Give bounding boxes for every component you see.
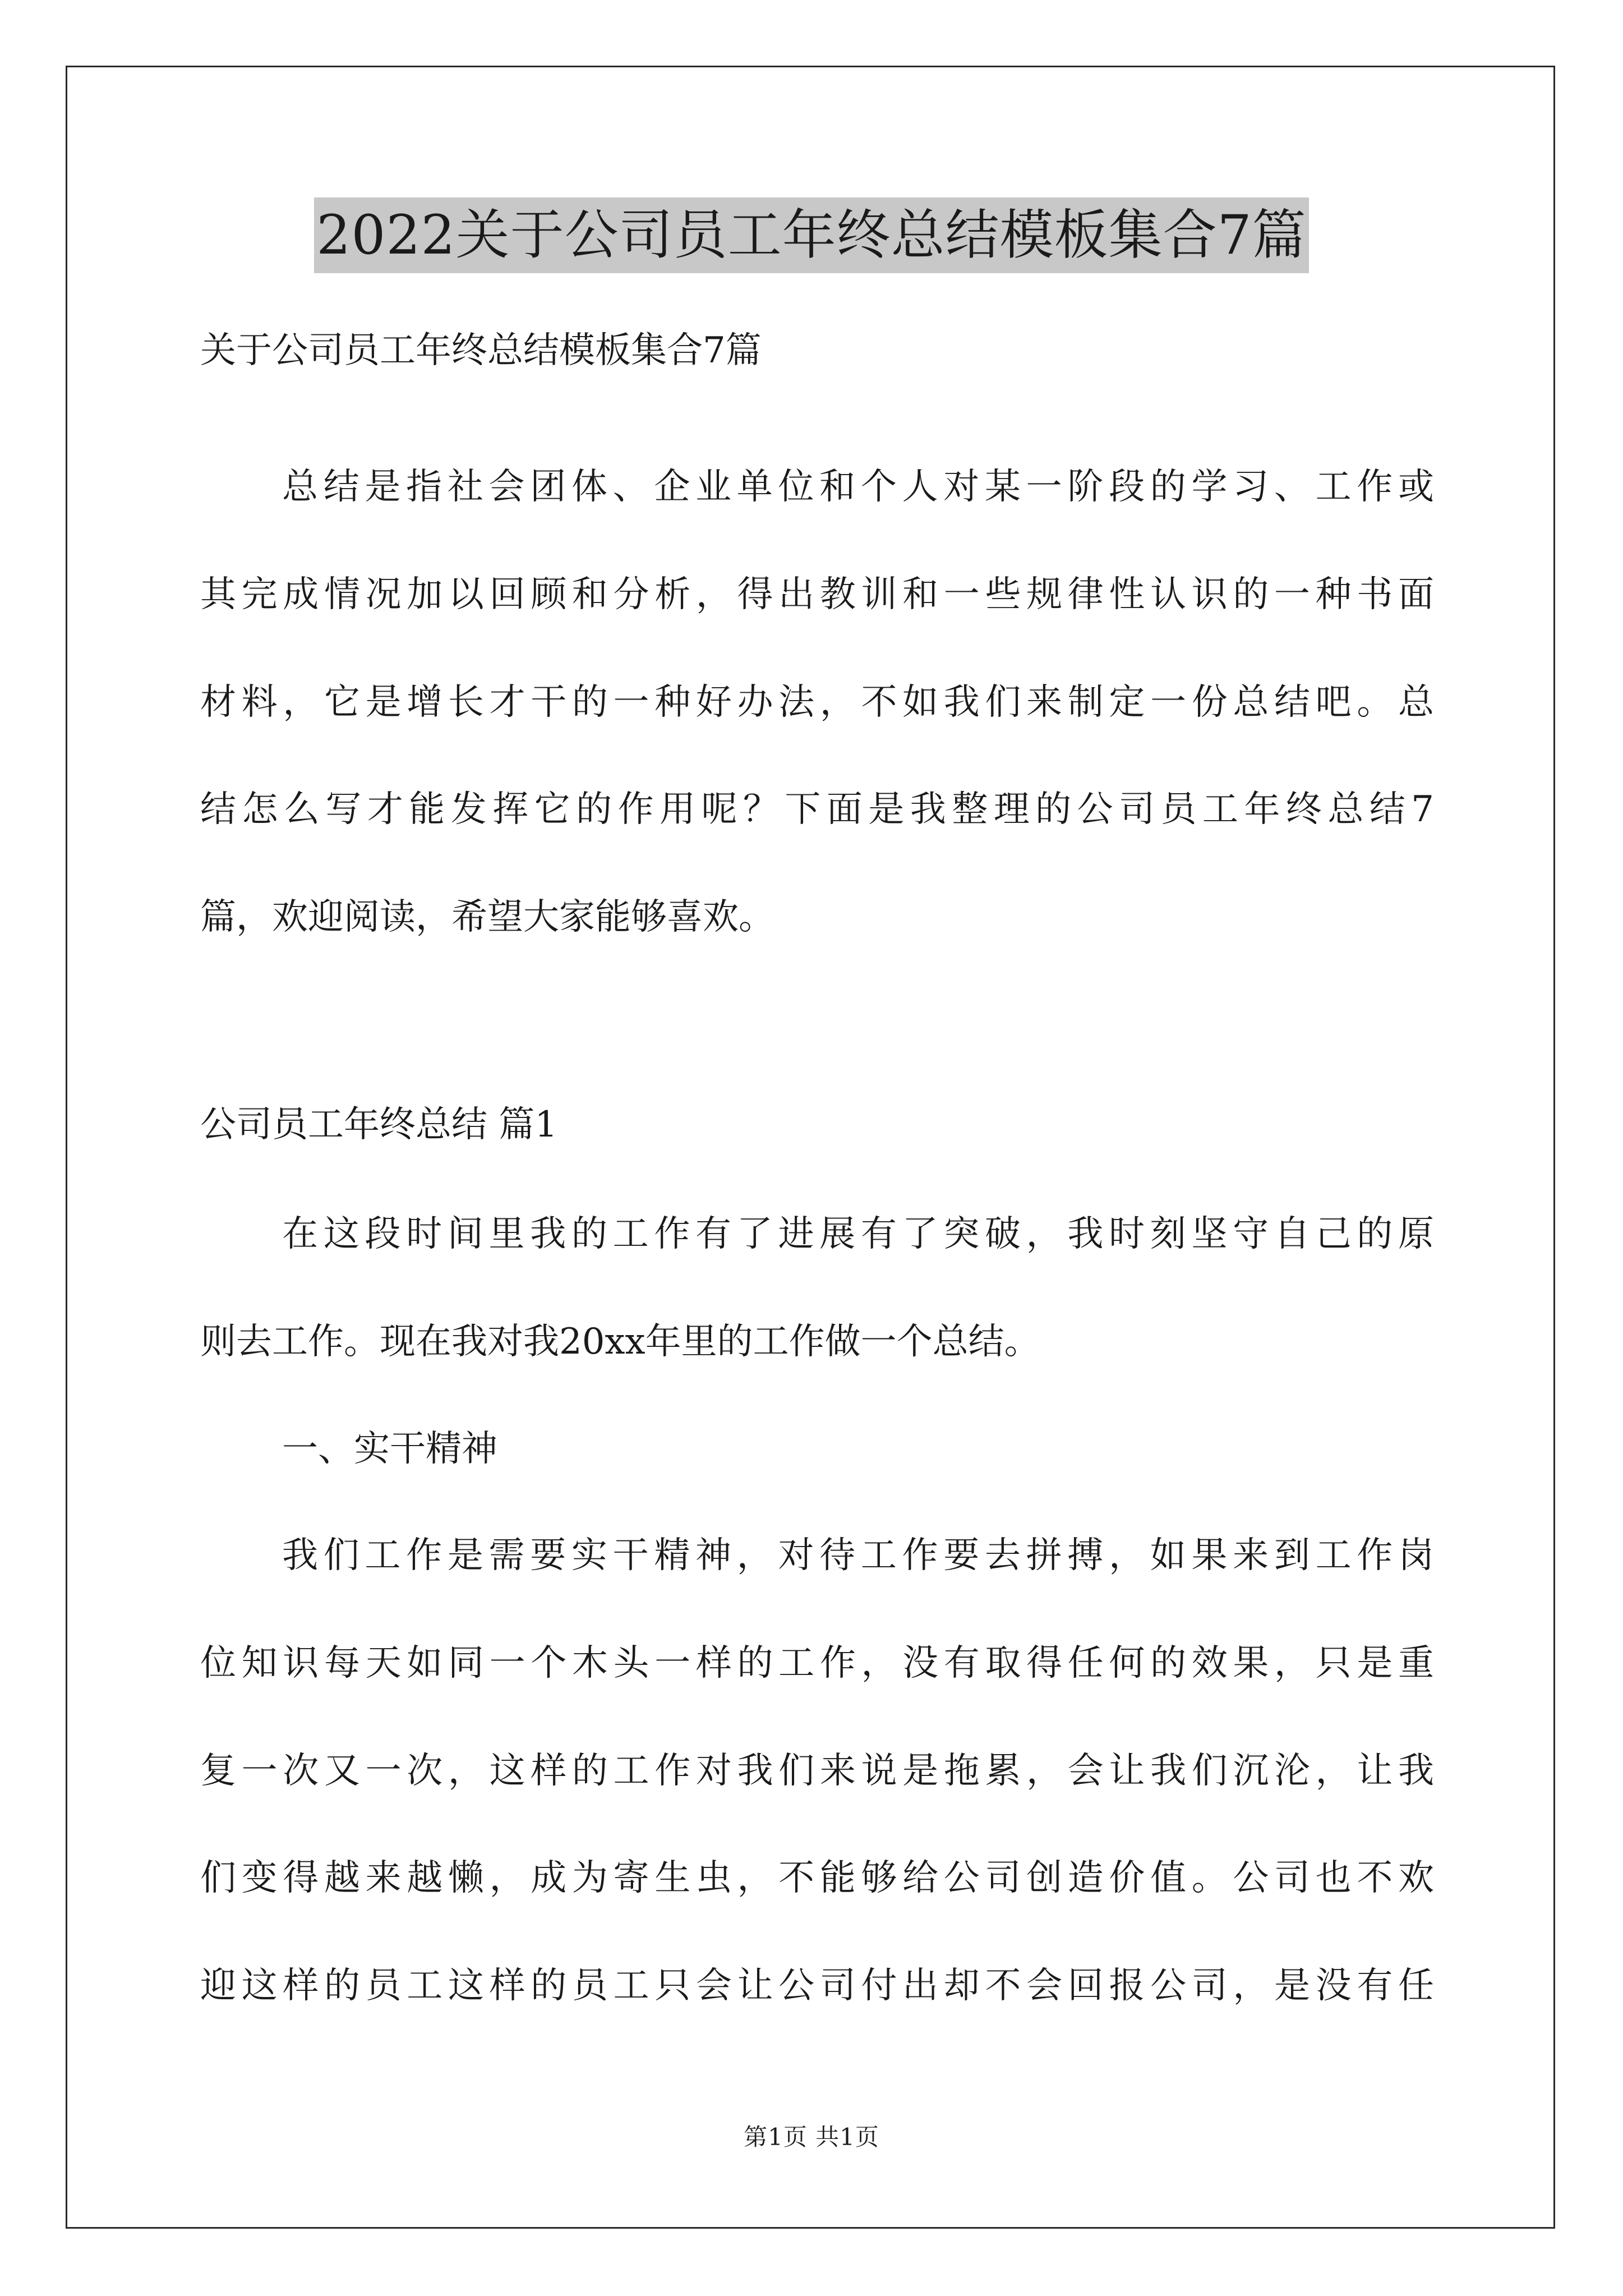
paragraph-line: 们变得越来越懒，成为寄生虫，不能够给公司创造价值。公司也不欢 [200,1857,1434,1899]
title-container [0,197,1623,273]
intro-line: 材料，它是增长才干的一种好办法，不如我们来制定一份总结吧。总 [200,682,1434,723]
intro-line: 其完成情况加以回顾和分析，得出教训和一些规律性认识的一种书面 [200,574,1434,615]
sub-heading: 一、实干精神 [282,1428,497,1470]
intro-line: 结怎么写才能发挥它的作用呢？下面是我整理的公司员工年终总结7 [200,789,1434,830]
intro-line: 篇，欢迎阅读，希望大家能够喜欢。 [200,896,774,938]
paragraph-line: 我们工作是需要实干精神，对待工作要去拼搏，如果来到工作岗 [282,1535,1434,1576]
section-heading: 公司员工年终总结 篇1 [200,1104,558,1145]
document-subtitle: 关于公司员工年终总结模板集合7篇 [200,330,762,371]
paragraph-line: 位知识每天如同一个木头一样的工作，没有取得任何的效果，只是重 [200,1642,1434,1684]
paragraph-line: 则去工作。现在我对我20xx年里的工作做一个总结。 [200,1321,1040,1363]
paragraph-line: 在这段时间里我的工作有了进展有了突破，我时刻坚守自己的原 [282,1213,1434,1255]
paragraph-line: 复一次又一次，这样的工作对我们来说是拖累，会让我们沉沦，让我 [200,1750,1434,1792]
intro-line: 总结是指社会团体、企业单位和个人对某一阶段的学习、工作或 [282,466,1434,508]
paragraph-line: 迎这样的员工这样的员工只会让公司付出却不会回报公司，是没有任 [200,1965,1434,2007]
document-title: 2022关于公司员工年终总结模板集合7篇 [314,197,1308,273]
page-number-footer: 第1页 共1页 [744,2123,879,2151]
